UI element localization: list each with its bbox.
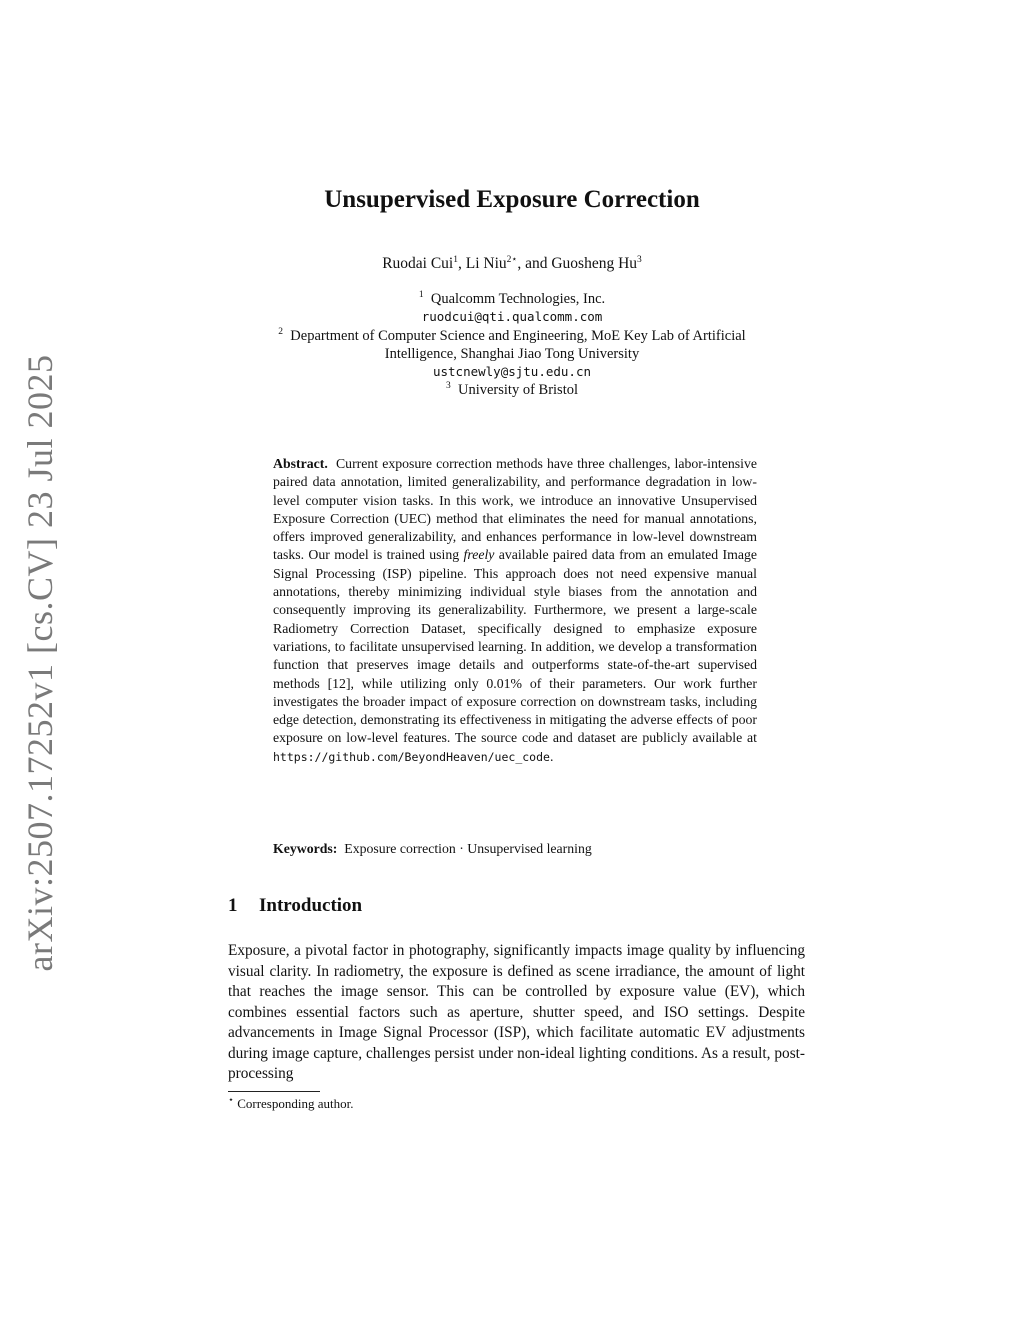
section-title: Introduction — [259, 895, 363, 916]
affiliation-1: $^1$ Qualcomm Technologies, Inc. — [418, 290, 606, 307]
author-name: Ruodai Cui — [382, 255, 454, 272]
author-mark: 3 — [637, 254, 642, 265]
abstract-emphasis: freely — [463, 547, 495, 563]
affiliation-3: $^3$ University of Bristol — [445, 381, 579, 399]
abstract-text: Current exposure correction methods have three challenges, labor-intensive paired data annotation, limited generalizability, and performance degradation in low-level computer vision tasks. In this work, we introduce an innovative Unsupervised Exposure Correction (UEC) method that eliminates the need for manual annotations, offers improved generalizability, and enhances performance in low-level downstream tasks. Our model is trained using — [273, 456, 757, 563]
footnote — [228, 1096, 353, 1112]
author-name: Guosheng Hu — [551, 255, 638, 272]
author-mark: 1 — [453, 254, 458, 265]
footnote-divider — [228, 1091, 320, 1092]
affiliation-2-continued: Intelligence, Shanghai Jiao Tong University — [384, 345, 640, 362]
paper-title: Unsupervised Exposure Correction — [324, 186, 700, 213]
introduction-paragraph: Exposure, a pivotal factor in photography, significantly impacts image quality by influencing visual clarity. In radiometry, the exposure is defined as scene irradiance, the amount of light that reaches the image sensor. This can be controlled by exposure value (EV), which combines essential factors such as aperture, shutter speed, and ISO settings. Despite advancements in Image Signal Processor (ISP), which facilitate automatic EV adjustments during image capture, challenges persist under non-ideal lighting conditions. As a result, post-processing — [228, 942, 805, 1082]
affiliations — [0, 290, 1024, 400]
section-number: 1 — [228, 895, 238, 916]
affiliation-2: $^2$ Department of Computer Science and Engineering, MoE Key Lab of Artificial — [278, 326, 746, 344]
affiliation-1-email: ruodcui@qti.qualcomm.com — [421, 309, 603, 325]
author-name: Li Niu — [465, 255, 507, 272]
section-heading — [228, 895, 362, 917]
author-mark: 2⋆ — [506, 254, 518, 265]
keywords-text: Exposure correction · Unsupervised learning — [344, 841, 592, 856]
footnote-mark: ⋆ — [228, 1095, 234, 1106]
arxiv-id-text: arXiv:2507.17252v1 [cs.CV] 23 Jul 2025 — [20, 354, 60, 972]
abstract-label: Abstract. — [273, 456, 328, 471]
footnote-text: Corresponding author. — [237, 1096, 354, 1111]
keywords-label: Keywords: — [273, 841, 338, 856]
affiliation-2-email: ustcnewly@sjtu.edu.cn — [432, 364, 592, 380]
abstract: Abstract. Current exposure correction methods have three challenges, labor-intensive paired data annotation, limited generalizability, and performance degradation in low-level computer vision tasks. In this work, we introduce an innovative Unsupervised Exposure Correction (UEC) method that eliminates the need for manual annotations, offers improved generalizability, and enhances performance in low-level downstream tasks. Our model is trained using freely available paired data from an emulated Image Signal Processing (ISP) pipeline. This approach does not need expensive manual annotations, thereby minimizing individual style biases from the annotation and consequently improving its generalizability. Furthermore, we present a large-scale Radiometry Correction Dataset, specifically designed to emphasize exposure variations, to facilitate unsupervised learning. In addition, we develop a transformation function that preserves image details and outperforms state-of-the-art supervised methods [12], while utilizing only 0.01% of their parameters. Our work further investigates the broader impact of exposure correction on downstream tasks, including edge detection, demonstrating its effectiveness in mitigating the adverse effects of poor exposure on low-level features. The source code and dataset are publicly available at https://github.com/BeyondHeaven/uec_code. — [273, 456, 758, 764]
author-list: Ruodai Cui$^1$, Li Niu$^{2⋆}$, and Guosheng Hu$^3$ — [382, 254, 642, 272]
keywords — [273, 841, 757, 857]
code-url-link[interactable]: https://github.com/BeyondHeaven/uec_code — [273, 749, 550, 764]
abstract-text-continued: available paired data from an emulated Image Signal Processing (ISP) pipeline. This approach does not need expensive manual annotations, thereby minimizing individual style biases from the annotation and consequently improving its generalizability. Furthermore, we present a large-scale Radiometry Correction Dataset, specifically designed to emphasize exposure variations, to facilitate unsupervised learning. In addition, we develop a transformation function that preserves image details and outperforms state-of-the-art supervised methods [12], while utilizing only 0.01% of their parameters. Our work further investigates the broader impact of exposure correction on downstream tasks, including edge detection, demonstrating its effectiveness in mitigating the adverse effects of poor exposure on low-level features. The source code and dataset are publicly available at — [273, 547, 758, 746]
